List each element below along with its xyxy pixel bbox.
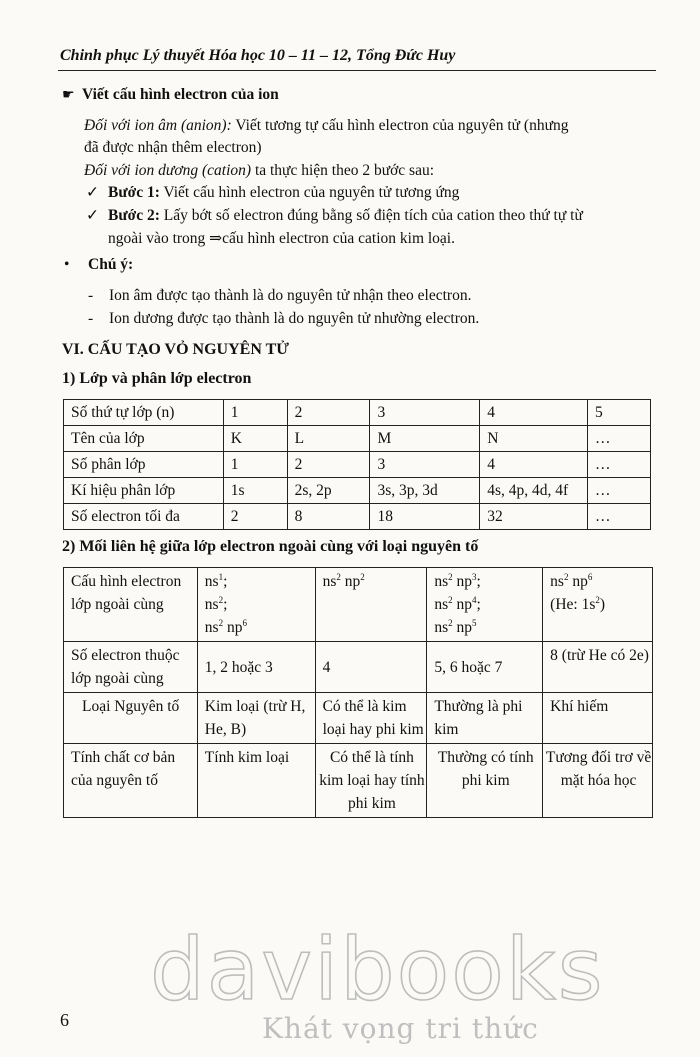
row-header-cell: Kí hiệu phân lớp (64, 478, 224, 504)
table-cell: 8 (287, 504, 370, 530)
table-cell: M (370, 426, 480, 452)
table-cell: 2 (287, 452, 370, 478)
table-row (64, 452, 651, 478)
table-cell: L (287, 426, 370, 452)
table-cell: N (480, 426, 588, 452)
table-cell: 4 (315, 642, 427, 693)
subsection-2-title: 2) Mối liên hệ giữa lớp electron ngoài cùng với loại nguyên tố (62, 538, 479, 555)
table-cell: 1 (223, 400, 287, 426)
table-cell: 1 (223, 452, 287, 478)
table-cell: … (588, 452, 651, 478)
checkmark-icon: ✓ (86, 207, 99, 224)
outer-shell-table (63, 567, 653, 818)
table-cell: 1s (223, 478, 287, 504)
table-cell: 4 (480, 400, 588, 426)
table-cell: Có thể là tính kim loại hay tính phi kim (315, 744, 427, 818)
table-cell: … (588, 426, 651, 452)
page-number: 6 (60, 1010, 69, 1030)
table-cell: 3 (370, 452, 480, 478)
watermark-tagline: Khát vọng tri thức (262, 1012, 539, 1045)
table-row (64, 478, 651, 504)
table-cell: Thường có tính phi kim (427, 744, 543, 818)
row-header-cell: Số phân lớp (64, 452, 224, 478)
running-header: Chinh phục Lý thuyết Hóa học 10 – 11 – 12, Tổng Đức Huy (60, 47, 456, 64)
table-cell: Số electron thuộc lớp ngoài cùng (64, 642, 198, 693)
table-cell: Có thể là kim loại hay phi kim (315, 693, 427, 744)
table-cell: 2s, 2p (287, 478, 370, 504)
watermark-logo: davibooks (150, 920, 605, 1020)
row-header-cell: Tên của lớp (64, 426, 224, 452)
table-row (64, 642, 653, 693)
note-heading: • Chú ý: (64, 254, 664, 276)
table-cell: Loại Nguyên tố (64, 693, 198, 744)
table-cell: 4 (480, 452, 588, 478)
table-cell: 4s, 4p, 4d, 4f (480, 478, 588, 504)
table-row (64, 400, 651, 426)
table-cell: Tính chất cơ bản của nguyên tố (64, 744, 198, 818)
step-2: ✓ Bước 2: Lấy bớt số electron đúng bằng số điện tích của cation theo thứ tự từ (86, 205, 666, 227)
table-cell: 5, 6 hoặc 7 (427, 642, 543, 693)
step-1: ✓ Bước 1: Viết cấu hình electron của nguyên tử tương ứng (86, 182, 666, 204)
cation-paragraph: Đối với ion dương (cation) ta thực hiện theo 2 bước sau: (84, 162, 435, 179)
table-row (64, 426, 651, 452)
table-row (64, 568, 653, 642)
table-row (64, 693, 653, 744)
table-cell: Tương đối trơ về mặt hóa học (543, 744, 653, 818)
ion-heading: ☛ Viết cấu hình electron của ion (62, 84, 662, 107)
table-cell: 32 (480, 504, 588, 530)
table-cell: 3 (370, 400, 480, 426)
step-2-cont: ngoài vào trong ⇒cấu hình electron của cation kim loại. (108, 230, 455, 247)
table-cell: Kim loại (trừ H, He, B) (197, 693, 315, 744)
table-row (64, 504, 651, 530)
subsection-1-title: 1) Lớp và phân lớp electron (62, 370, 252, 387)
table-cell: 2 (223, 504, 287, 530)
table-cell: Tính kim loại (197, 744, 315, 818)
table-cell: 2 (287, 400, 370, 426)
header-rule (58, 70, 656, 71)
shell-subshell-table (63, 399, 651, 530)
table-cell: 18 (370, 504, 480, 530)
table-row (64, 744, 653, 818)
bullet-icon: • (64, 256, 70, 273)
table-cell: Cấu hình electron lớp ngoài cùng (64, 568, 198, 642)
table-cell: K (223, 426, 287, 452)
pointing-hand-icon: ☛ (62, 88, 75, 103)
table-cell: 1, 2 hoặc 3 (197, 642, 315, 693)
note-item-2: - Ion dương được tạo thành là do nguyên tử nhường electron. (88, 310, 480, 327)
table-cell: Khí hiếm (543, 693, 653, 744)
config-cell-group4: $ns^2$ $np^2$ (315, 568, 427, 642)
note-item-1: - Ion âm được tạo thành là do nguyên tử nhận theo electron. (88, 287, 472, 304)
table-cell: 5 (588, 400, 651, 426)
table-cell: … (588, 504, 651, 530)
table-cell: 8 (trừ He có 2e) (543, 642, 653, 693)
row-header-cell: Số thứ tự lớp (n) (64, 400, 224, 426)
config-cell-nonmetal: $ns^2$ $np^3$; $ns^2$ $np^4$; $ns^2$ $np^5$ (427, 568, 543, 642)
config-cell-metal: $ns^1$; $ns^2$; $ns^2$ $np^6$ (197, 568, 315, 642)
section-title: VI. CẤU TẠO VỎ NGUYÊN TỬ (62, 341, 289, 358)
config-cell-noble: $ns^2$ $np^6$ (He: $1s^2$) (543, 568, 653, 642)
checkmark-icon: ✓ (86, 184, 99, 201)
table-cell: Thường là phi kim (427, 693, 543, 744)
table-cell: 3s, 3p, 3d (370, 478, 480, 504)
anion-paragraph: Đối với ion âm (anion): Viết tương tự cấu hình electron của nguyên tử (nhưng (84, 117, 569, 134)
anion-paragraph-cont: đã được nhận thêm electron) (84, 139, 262, 156)
table-cell: … (588, 478, 651, 504)
row-header-cell: Số electron tối đa (64, 504, 224, 530)
